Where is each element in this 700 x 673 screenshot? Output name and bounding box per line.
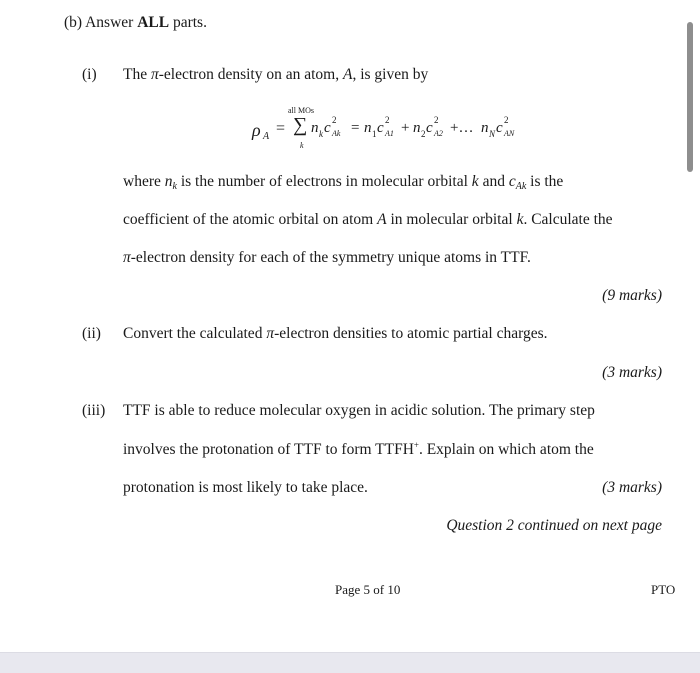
part-iii-line2-sup: +: [413, 440, 419, 450]
part-i-line1: [123, 173, 563, 192]
formula-equals: =: [276, 120, 286, 137]
part-ii-pi: π: [266, 325, 275, 342]
part-ii-text-a: Convert the calculated: [123, 325, 267, 342]
formula-sum-lower: k: [300, 141, 304, 150]
formula-term1-n-sub: k: [319, 129, 323, 139]
part-iii-number: (iii): [82, 402, 106, 419]
part-i-line1-cak: c: [508, 173, 516, 190]
part-i-atom: A: [342, 66, 353, 83]
part-i-intro-b: -electron density on an atom,: [158, 66, 343, 83]
formula-term4-c: c: [496, 120, 503, 136]
part-i-line3-pi: π: [123, 249, 131, 266]
part-b-prefix: (b) Answer: [64, 14, 138, 31]
part-iii-line2-a: involves the protonation of TTF to form TTFH: [123, 441, 414, 458]
part-b-heading: [64, 14, 207, 32]
formula-term3-c-sub: A2: [434, 129, 443, 138]
part-i-intro-a: The: [123, 66, 151, 83]
formula-equals2: =: [351, 120, 360, 136]
part-i-line1-n-sub: k: [172, 181, 177, 192]
formula-term3-c-sup: 2: [434, 115, 439, 125]
part-i-line1-d: is the: [526, 173, 564, 190]
formula-term4-c-sub: AN: [504, 129, 515, 138]
part-i-line1-cak-sub: Ak: [515, 181, 527, 192]
formula-term4-n: n: [481, 120, 489, 136]
formula-term3-n: n: [413, 120, 421, 136]
part-ii-text: [123, 325, 548, 343]
formula-term2-c-sup: 2: [385, 115, 390, 125]
pi-electron-density-formula: [240, 104, 560, 154]
part-i-line2: [123, 211, 613, 229]
formula-term1-c-sup: 2: [332, 115, 337, 125]
part-b-suffix: parts.: [169, 14, 207, 31]
formula-term3-c: c: [426, 120, 433, 136]
formula-term4-n-sub: N: [489, 129, 496, 139]
page-number: Page 5 of 10: [335, 582, 401, 597]
vertical-scrollbar[interactable]: [687, 22, 693, 172]
part-iii-line1: TTF is able to reduce molecular oxygen in acidic solution. The primary step: [123, 402, 595, 419]
formula-term1-c-sub: Ak: [332, 129, 341, 138]
part-i-line1-b: is the number of electrons in molecular orbital: [176, 173, 472, 190]
formula-rho-sub: A: [263, 131, 270, 142]
part-i-line2-k: k: [516, 211, 524, 228]
part-i-line2-c: . Calculate the: [523, 211, 613, 228]
part-i-line1-n: n: [164, 173, 173, 190]
part-iii-line3: protonation is most likely to take place.: [123, 479, 368, 496]
part-i-line1-c: and: [478, 173, 509, 190]
part-i-line1-k: k: [471, 173, 479, 190]
formula-sum-upper: all MOs: [288, 106, 314, 115]
formula-rho: ρ: [252, 120, 261, 140]
formula-term1-c: c: [324, 120, 331, 136]
part-ii-text-b: -electron densities to atomic partial charges.: [274, 325, 548, 342]
formula-sigma: ∑: [293, 114, 308, 136]
part-ii-number: (ii): [82, 325, 101, 342]
formula-term2-n: n: [364, 120, 372, 136]
part-b-bold: ALL: [137, 14, 170, 31]
part-i-intro: [123, 66, 428, 84]
part-iii-marks: (3 marks): [602, 479, 662, 496]
part-i-line1-a: where: [123, 173, 165, 190]
continued-note: Question 2 continued on next page: [446, 517, 662, 534]
part-i-number: (i): [82, 66, 97, 83]
part-i-line3-text: -electron density for each of the symmetry unique atoms in TTF.: [130, 249, 531, 266]
formula-term2-n-sub: 1: [372, 129, 377, 139]
formula-plus1: +: [401, 120, 410, 136]
part-ii-marks: (3 marks): [602, 364, 662, 381]
part-i-marks: (9 marks): [602, 287, 662, 304]
formula-term2-c: c: [377, 120, 384, 136]
bottom-toolbar: [0, 652, 700, 673]
part-iii-line2-b: . Explain on which atom the: [418, 441, 594, 458]
part-i-line2-a: coefficient of the atomic orbital on atom: [123, 211, 378, 228]
part-i-line2-atom: A: [377, 211, 387, 228]
pto-label: PTO: [651, 582, 676, 597]
part-iii-line2: [123, 440, 594, 459]
part-i-line3: [123, 249, 531, 267]
formula-term2-c-sub: A1: [385, 129, 394, 138]
part-i-pi: π: [150, 66, 159, 83]
formula-term1-n: n: [311, 120, 319, 136]
formula-term4-c-sup: 2: [504, 115, 509, 125]
part-i-line2-b: in molecular orbital: [386, 211, 517, 228]
part-i-intro-c: , is given by: [352, 66, 429, 83]
formula-plus2: +…: [450, 120, 474, 136]
formula-term3-n-sub: 2: [421, 129, 426, 139]
